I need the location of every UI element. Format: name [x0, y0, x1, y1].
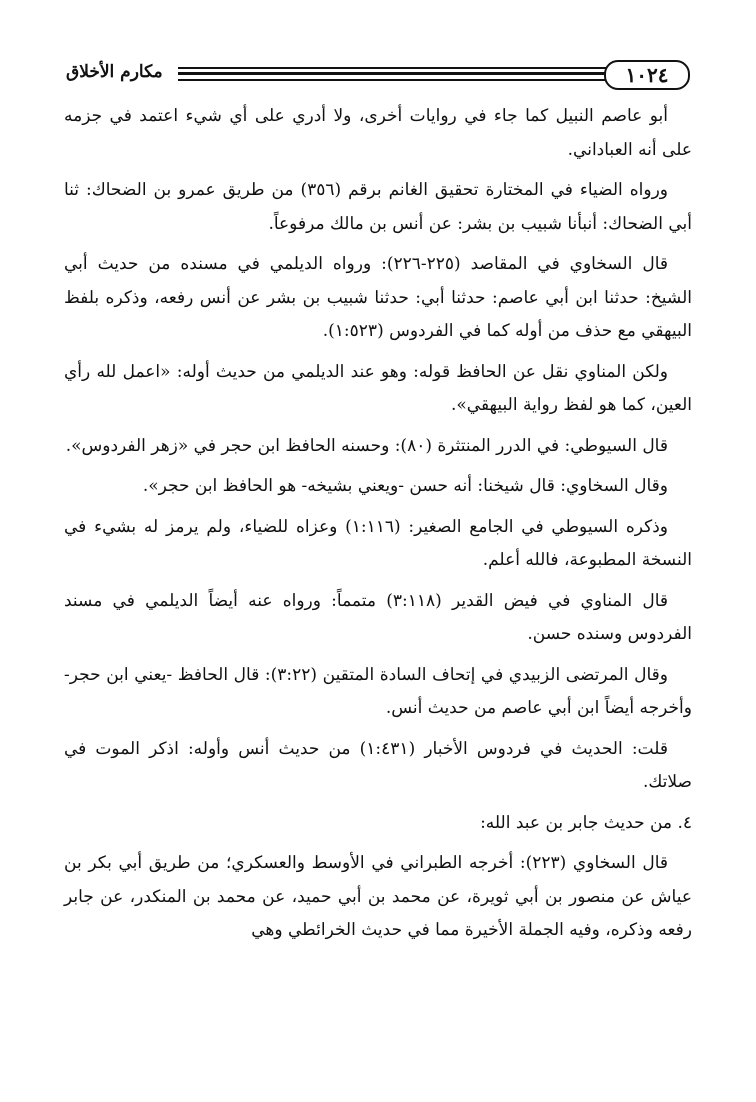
paragraph: وقال السخاوي: قال شيخنا: أنه حسن -ويعني بشيخه- هو الحافظ ابن حجر». [142, 476, 668, 496]
paragraph: قال السيوطي: في الدرر المنتثرة (٨٠): وحسنه الحافظ ابن حجر في «زهر الفردوس». [65, 435, 668, 456]
header-rule [178, 79, 610, 81]
header-rule [178, 67, 610, 69]
paragraph: قال المناوي في فيض القدير (٣:١١٨) متمماً: ورواه عنه أيضاً الديلمي في مسند الفردوس وسنده حسن. [64, 590, 692, 644]
header-rule [178, 72, 610, 75]
paragraph: قلت: الحديث في فردوس الأخبار (١:٤٣١) من حديث أنس وأوله: اذكر الموت في صلاتك. [64, 738, 692, 792]
paragraph: قال السخاوي في المقاصد (٢٢٥-٢٢٦): ورواه الديلمي في مسنده من حديث أبي الشيخ: حدثنا ابن أبي عاصم: حدثنا أبي: حدثنا شبيب بن بشر عن أنس رفعه، وذكره بلفظ البيهقي مع حذف من أوله كما في الفردوس (١:٥٢٣). [64, 254, 692, 341]
page-number: ١٠٢٤ [604, 60, 690, 90]
paragraph: ولكن المناوي نقل عن الحافظ قوله: وهو عند الديلمي من حديث أوله: «اعمل لله رأي العين، كما هو لفظ رواية البيهقي». [64, 361, 692, 415]
paragraph: قال السخاوي (٢٢٣): أخرجه الطبراني في الأوسط والعسكري؛ من طريق أبي بكر بن عياش عن منصور بن أبي ثويرة، عن محمد بن أبي حميد، عن محمد بن المنكدر، عن جابر رفعه وذكره، وفيه الجملة الأخيرة مما في حديث الخرائطي وهي [64, 853, 692, 940]
paragraph: وقال المرتضى الزبيدي في إتحاف السادة المتقين (٣:٢٢): قال الحافظ -يعني ابن حجر- وأخرجه أيضاً ابن أبي عاصم من حديث أنس. [64, 664, 692, 718]
paragraph: وذكره السيوطي في الجامع الصغير: (١:١١٦) وعزاه للضياء، ولم يرمز له بشيء في النسخة المطبوعة، فالله أعلم. [64, 516, 692, 570]
book-title: مكارم الأخلاق [66, 62, 163, 82]
running-header [66, 58, 690, 90]
paragraph: أبو عاصم النبيل كما جاء في روايات أخرى، ولا أدري على أي شيء اعتمد في جزمه على أنه العباداني. [64, 106, 692, 160]
paragraph: ورواه الضياء في المختارة تحقيق الغانم برقم (٣٥٦) من طريق عمرو بن الضحاك: ثنا أبي الضحاك: أنبأنا شبيب بن بشر: عن أنس بن مالك مرفوعاً. [64, 180, 692, 234]
section-heading: ٤. من حديث جابر بن عبد الله: [480, 812, 692, 833]
page-body [64, 100, 692, 955]
